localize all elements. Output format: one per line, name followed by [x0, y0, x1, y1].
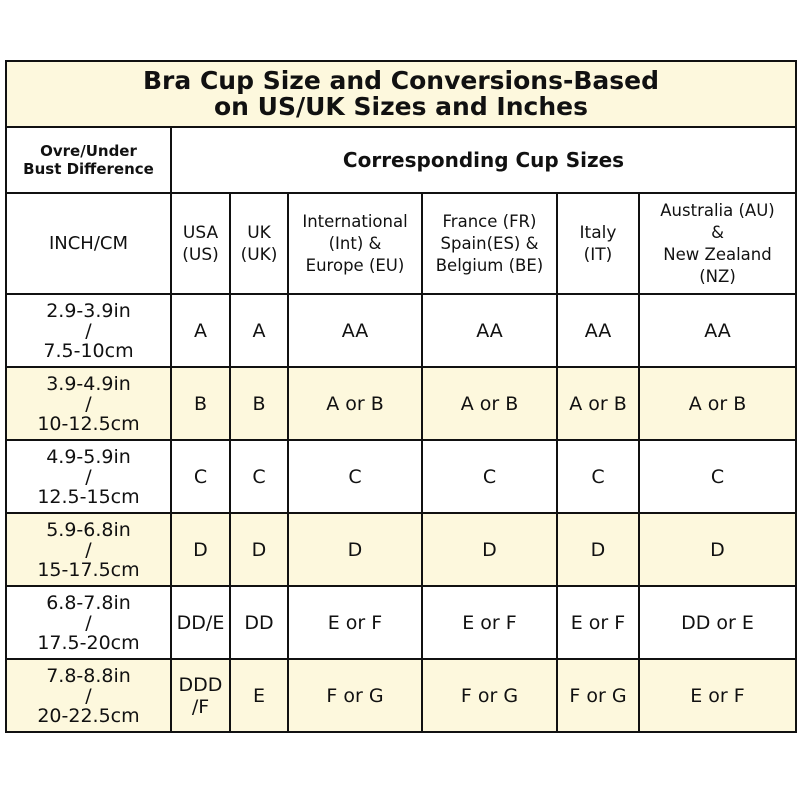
corresponding-header: Corresponding Cup Sizes	[171, 127, 796, 193]
italy-size: AA	[557, 294, 639, 367]
column-header-italy	[557, 193, 639, 294]
title-line-2: on US/UK Sizes and Inches	[214, 92, 588, 121]
france-size: D	[422, 513, 557, 586]
range-cell	[6, 513, 171, 586]
column-header-italy-line-2: (IT)	[583, 244, 613, 265]
column-header-usa	[171, 193, 230, 294]
column-header-international-line-3: Europe (EU)	[305, 255, 405, 275]
column-header-france-line-3: Belgium (BE)	[435, 255, 544, 275]
italy-size: A or B	[557, 367, 639, 440]
range-cm: 15-17.5cm	[37, 558, 140, 581]
usa-size: DD/E	[171, 586, 230, 659]
usa-size: C	[171, 440, 230, 513]
france-size: E or F	[422, 586, 557, 659]
uk-size: E	[230, 659, 288, 732]
australia-size: C	[639, 440, 796, 513]
table-row	[6, 586, 796, 659]
table-row	[6, 440, 796, 513]
range-inch: 4.9-5.9in	[46, 445, 131, 468]
range-separator: /	[85, 684, 92, 707]
france-size: A or B	[422, 367, 557, 440]
column-header-uk-line-2: (UK)	[240, 244, 278, 265]
range-inch: 5.9-6.8in	[46, 518, 131, 541]
range-inch: 7.8-8.8in	[46, 664, 131, 687]
column-header-australia-line-1: Australia (AU)	[660, 200, 775, 220]
range-cm: 7.5-10cm	[43, 339, 134, 362]
table-row	[6, 659, 796, 732]
range-cm: 10-12.5cm	[37, 412, 140, 435]
italy-size: D	[557, 513, 639, 586]
australia-size: A or B	[639, 367, 796, 440]
range-cell	[6, 367, 171, 440]
range-separator: /	[85, 319, 92, 342]
range-inch: 2.9-3.9in	[46, 299, 131, 322]
italy-size: F or G	[557, 659, 639, 732]
range-inch: 3.9-4.9in	[46, 372, 131, 395]
australia-size: DD or E	[639, 586, 796, 659]
table-row	[6, 294, 796, 367]
range-cell	[6, 440, 171, 513]
italy-size: E or F	[557, 586, 639, 659]
difference-header-line-1: Ovre/Under	[40, 142, 137, 160]
range-inch: 6.8-7.8in	[46, 591, 131, 614]
italy-size: C	[557, 440, 639, 513]
uk-size: DD	[230, 586, 288, 659]
usa-size-line-2: /F	[191, 695, 210, 718]
column-header-usa-line-2: (US)	[182, 244, 219, 265]
uk-size: B	[230, 367, 288, 440]
column-header-australia-line-2: &	[711, 222, 724, 242]
france-size: AA	[422, 294, 557, 367]
range-cm: 17.5-20cm	[37, 631, 140, 654]
australia-size: D	[639, 513, 796, 586]
column-header-inch-cm: INCH/CM	[6, 193, 171, 294]
column-header-australia-line-3: New Zealand	[663, 244, 772, 264]
range-cm: 12.5-15cm	[37, 485, 140, 508]
usa-size: A	[171, 294, 230, 367]
column-header-uk	[230, 193, 288, 294]
column-header-usa-line-1: USA	[182, 222, 219, 243]
uk-size: D	[230, 513, 288, 586]
france-size: F or G	[422, 659, 557, 732]
range-cell	[6, 586, 171, 659]
range-separator: /	[85, 392, 92, 415]
international-size: A or B	[288, 367, 422, 440]
table-row	[6, 513, 796, 586]
title-row	[6, 61, 796, 127]
column-header-row	[6, 193, 796, 294]
range-separator: /	[85, 538, 92, 561]
column-header-uk-line-1: UK	[247, 222, 271, 243]
usa-size: D	[171, 513, 230, 586]
usa-size	[171, 659, 230, 732]
column-header-france-line-2: Spain(ES) &	[440, 233, 539, 253]
international-size: F or G	[288, 659, 422, 732]
column-header-international-line-1: International	[302, 211, 408, 231]
column-header-australia	[639, 193, 796, 294]
table-title	[6, 61, 796, 127]
france-size: C	[422, 440, 557, 513]
column-header-international	[288, 193, 422, 294]
range-separator: /	[85, 465, 92, 488]
difference-header	[6, 127, 171, 193]
table-row	[6, 367, 796, 440]
australia-size: E or F	[639, 659, 796, 732]
bra-size-conversion-table	[5, 60, 797, 733]
column-header-international-line-2: (Int) &	[328, 233, 382, 253]
australia-size: AA	[639, 294, 796, 367]
column-header-france-line-1: France (FR)	[442, 211, 537, 231]
usa-size: B	[171, 367, 230, 440]
range-separator: /	[85, 611, 92, 634]
international-size: D	[288, 513, 422, 586]
group-header-row	[6, 127, 796, 193]
international-size: AA	[288, 294, 422, 367]
uk-size: C	[230, 440, 288, 513]
column-header-australia-line-4: (NZ)	[699, 266, 736, 286]
international-size: C	[288, 440, 422, 513]
uk-size: A	[230, 294, 288, 367]
column-header-france	[422, 193, 557, 294]
difference-header-line-2: Bust Difference	[23, 160, 154, 178]
title-line-1: Bra Cup Size and Conversions-Based	[143, 66, 659, 95]
range-cell	[6, 659, 171, 732]
international-size: E or F	[288, 586, 422, 659]
column-header-italy-line-1: Italy	[579, 222, 617, 243]
range-cm: 20-22.5cm	[37, 704, 140, 727]
usa-size-line-1: DDD	[178, 673, 223, 696]
range-cell	[6, 294, 171, 367]
